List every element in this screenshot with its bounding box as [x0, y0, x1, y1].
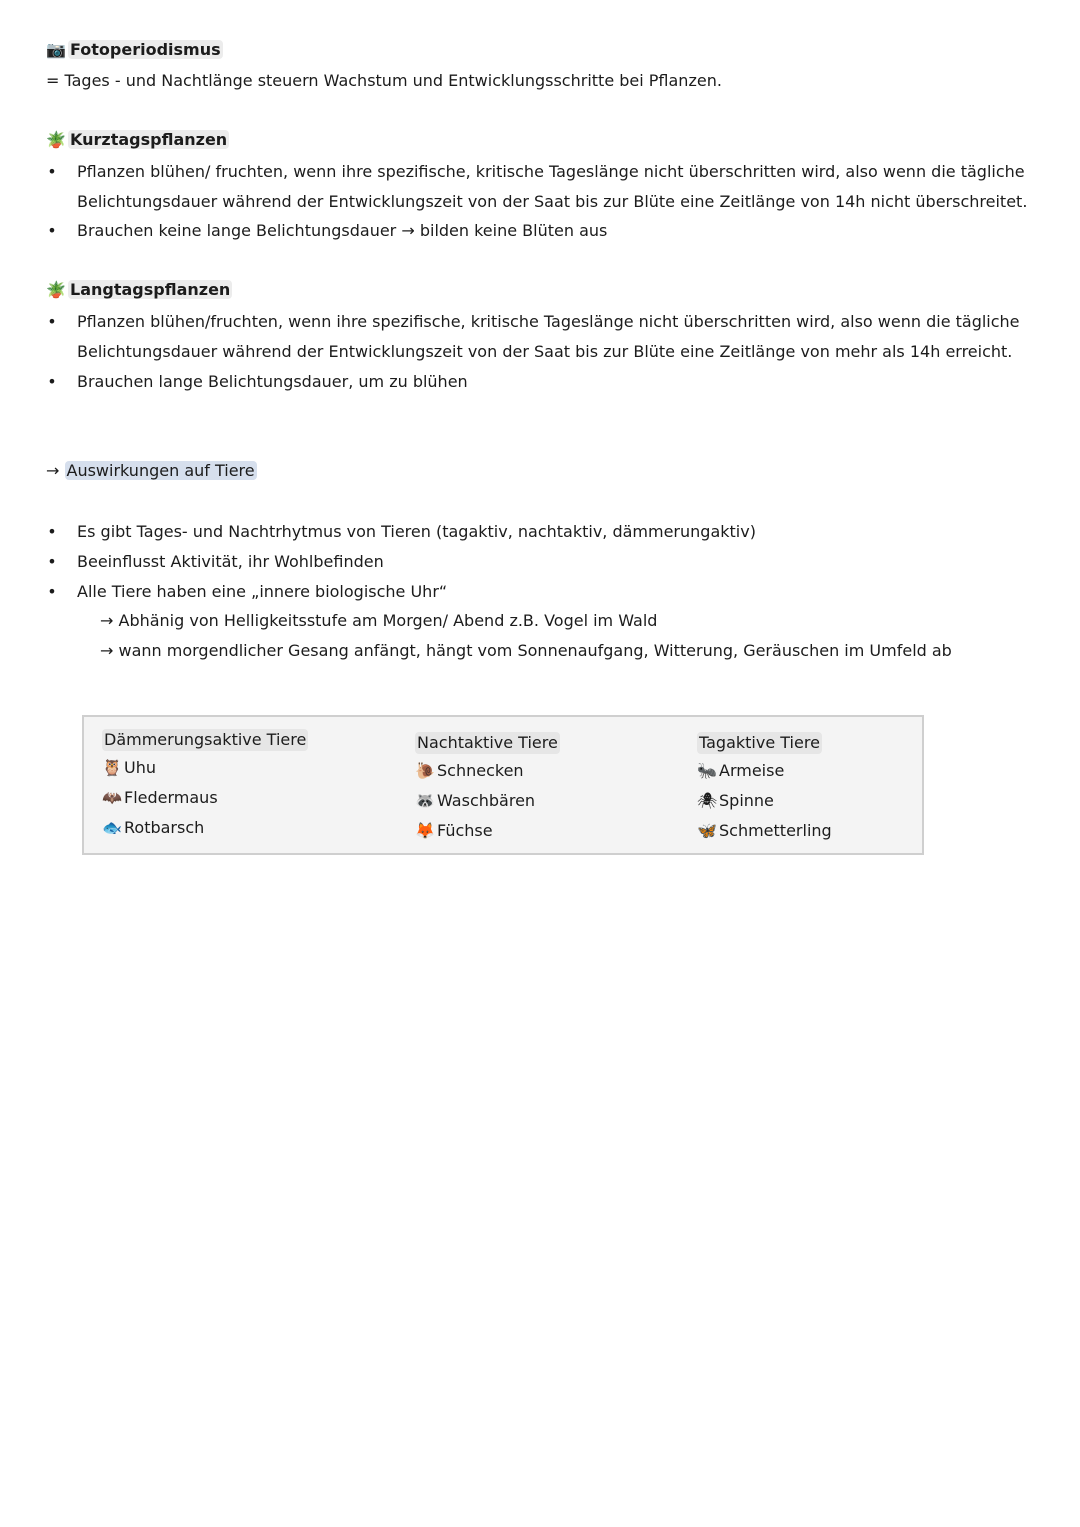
- list-item: [415, 760, 560, 782]
- bullet-icon: •: [47, 162, 57, 181]
- bullet-icon: •: [47, 522, 57, 541]
- ant-icon: 🐜: [697, 761, 717, 780]
- animal-label: Armeise: [719, 761, 785, 780]
- animal-label: Waschbären: [437, 791, 536, 810]
- list-item: [415, 820, 560, 842]
- heading-text: Langtagspflanzen: [70, 280, 231, 299]
- column-header: Nachtaktive Tiere: [417, 733, 558, 752]
- column-nachtaktiv: [415, 732, 560, 842]
- bullet-icon: •: [47, 582, 57, 601]
- heading-text: Fotoperiodismus: [70, 40, 221, 59]
- column-header: Dämmerungsaktive Tiere: [104, 730, 307, 749]
- list-item: Beeinflusst Aktivität, ihr Wohlbefinden: [77, 552, 384, 571]
- bullet-icon: •: [47, 552, 57, 571]
- section-heading-fotoperiodismus: [46, 39, 223, 61]
- animal-label: Füchse: [437, 821, 493, 840]
- list-item: Alle Tiere haben eine „innere biologische Uhr“: [77, 582, 448, 601]
- column-tagaktiv: [697, 732, 832, 842]
- bullet-icon: •: [47, 312, 57, 331]
- snail-icon: 🐌: [415, 761, 435, 780]
- list-item: Es gibt Tages- und Nachtrhytmus von Tieren (tagaktiv, nachtaktiv, dämmerungaktiv): [77, 522, 756, 541]
- section-heading-kurztagspflanzen: [46, 129, 229, 151]
- heading-text: Kurztagspflanzen: [70, 130, 228, 149]
- bullet-icon: •: [47, 372, 57, 391]
- animal-activity-table: [82, 715, 924, 855]
- bullet-icon: •: [47, 221, 57, 240]
- column-header: Tagaktive Tiere: [699, 733, 820, 752]
- list-item: [102, 787, 308, 809]
- heading-text: Auswirkungen auf Tiere: [66, 461, 255, 480]
- owl-icon: 🦉: [102, 758, 122, 777]
- fish-icon: 🐟: [102, 818, 122, 837]
- sub-item: → Abhänig von Helligkeitsstufe am Morgen/ Abend z.B. Vogel im Wald: [100, 611, 658, 630]
- sub-item: → wann morgendlicher Gesang anfängt, hängt vom Sonnenaufgang, Witterung, Geräuschen im Umfeld ab: [100, 641, 952, 660]
- definition-text: = Tages - und Nachtlänge steuern Wachstum und Entwicklungsschritte bei Pflanzen.: [46, 71, 722, 90]
- animal-label: Spinne: [719, 791, 774, 810]
- animal-label: Schnecken: [437, 761, 524, 780]
- list-item: Brauchen keine lange Belichtungsdauer → bilden keine Blüten aus: [77, 221, 608, 240]
- list-item-continuation: Belichtungsdauer während der Entwicklungszeit von der Saat bis zur Blüte eine Zeitlänge von 14h nicht überschreitet.: [77, 192, 1028, 211]
- fox-icon: 🦊: [415, 821, 435, 840]
- animal-label: Fledermaus: [124, 788, 218, 807]
- potted-plant-icon: 🪴: [46, 130, 66, 149]
- animal-label: Uhu: [124, 758, 156, 777]
- list-item: [697, 820, 832, 842]
- list-item: Pflanzen blühen/fruchten, wenn ihre spezifische, kritische Tageslänge nicht überschritten wird, also wenn die tägliche: [77, 312, 1020, 331]
- spider-icon: 🕷: [697, 791, 718, 810]
- bat-icon: 🦇: [102, 788, 122, 807]
- section-heading-langtagspflanzen: [46, 279, 232, 301]
- butterfly-icon: 🦋: [697, 821, 717, 840]
- list-item-continuation: Belichtungsdauer während der Entwicklungszeit von der Saat bis zur Blüte eine Zeitlänge von mehr als 14h erreicht.: [77, 342, 1013, 361]
- section-heading-auswirkungen: [46, 460, 257, 482]
- animal-label: Schmetterling: [719, 821, 832, 840]
- raccoon-icon: 🦝: [415, 791, 435, 810]
- arrow-icon: →: [46, 461, 60, 480]
- list-item: [697, 790, 832, 812]
- list-item: [102, 817, 308, 839]
- list-item: Brauchen lange Belichtungsdauer, um zu blühen: [77, 372, 468, 391]
- animal-label: Rotbarsch: [124, 818, 205, 837]
- camera-icon: 📷: [46, 40, 66, 59]
- column-daemmerungsaktiv: [102, 729, 308, 839]
- list-item: [102, 757, 308, 779]
- list-item: [697, 760, 832, 782]
- list-item: [415, 790, 560, 812]
- potted-plant-icon: 🪴: [46, 280, 66, 299]
- list-item: Pflanzen blühen/ fruchten, wenn ihre spezifische, kritische Tageslänge nicht überschritten wird, also wenn die tägliche: [77, 162, 1025, 181]
